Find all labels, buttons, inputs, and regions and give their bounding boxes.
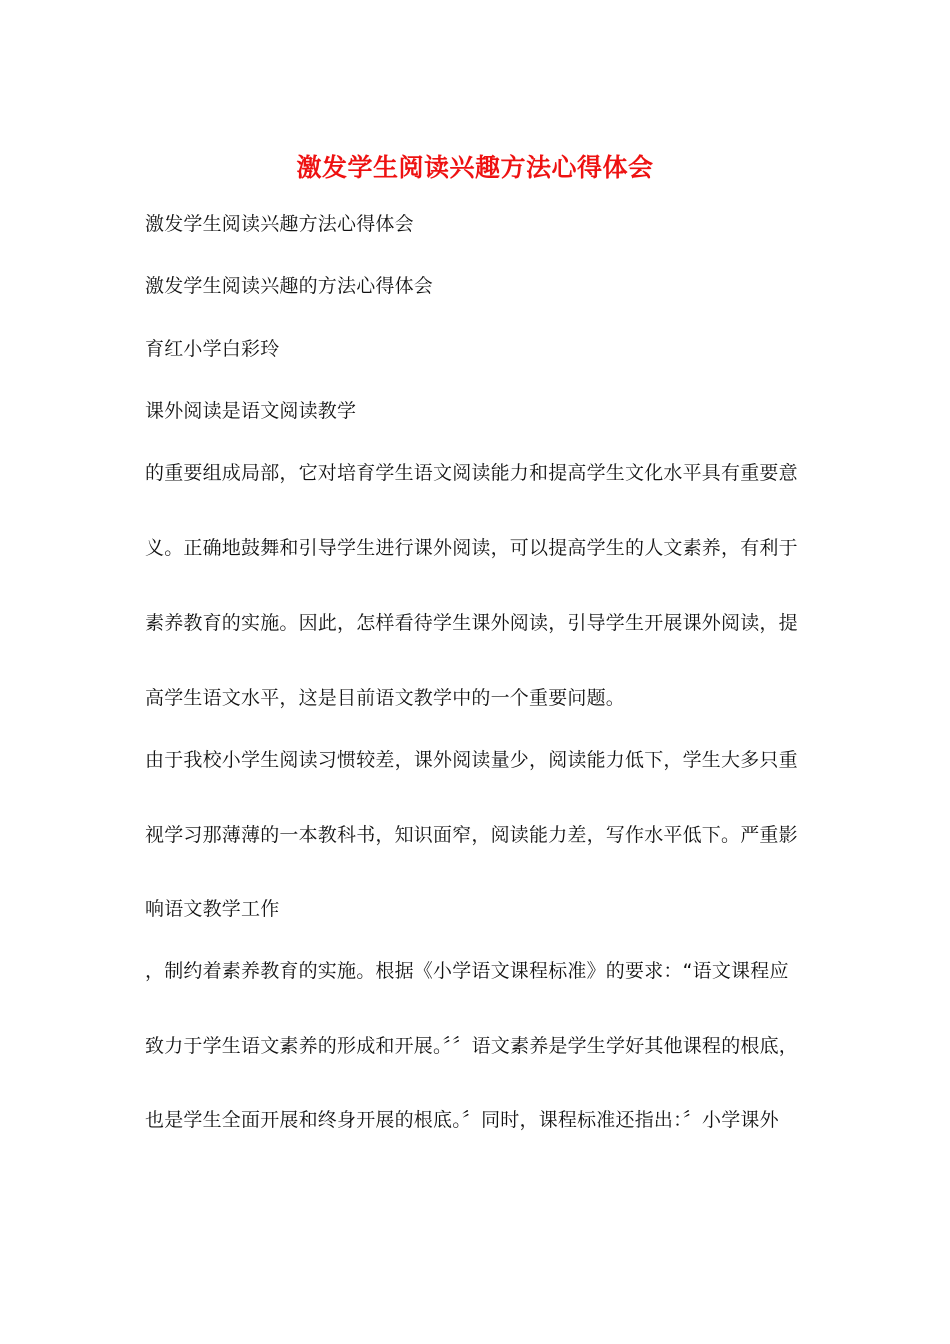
body-line-5: 的重要组成局部，它对培育学生语文阅读能力和提高学生文化水平具有重要意	[145, 462, 798, 484]
body-line-13: 致力于学生语文素养的形成和开展。〞〞语文素养是学生学好其他课程的根底，	[145, 1035, 799, 1057]
body-line-14: 也是学生全面开展和终身开展的根底。〞同时，课程标准还指出：〞小学课外	[145, 1109, 779, 1131]
body-line-11: 响语文教学工作	[145, 898, 280, 920]
body-line-12: ，制约着素养教育的实施。根据《小学语文课程标准》的要求：“语文课程应	[145, 960, 789, 982]
document-title: 激发学生阅读兴趣方法心得体会	[296, 153, 654, 182]
body-line-10: 视学习那薄薄的一本教科书，知识面窄，阅读能力差，写作水平低下。严重影	[145, 824, 798, 846]
body-line-4: 课外阅读是语文阅读教学	[145, 400, 357, 422]
body-line-2: 激发学生阅读兴趣的方法心得体会	[145, 275, 434, 297]
body-line-9: 由于我校小学生阅读习惯较差，课外阅读量少，阅读能力低下，学生大多只重	[145, 749, 798, 771]
body-line-8: 高学生语文水平，这是目前语文教学中的一个重要问题。	[145, 687, 626, 709]
body-line-1: 激发学生阅读兴趣方法心得体会	[145, 213, 414, 235]
body-line-7: 素养教育的实施。因此，怎样看待学生课外阅读，引导学生开展课外阅读，提	[145, 612, 798, 634]
body-line-6: 义。正确地鼓舞和引导学生进行课外阅读，可以提高学生的人文素养，有利于	[145, 537, 798, 559]
body-line-3: 育红小学白彩玲	[145, 338, 280, 360]
